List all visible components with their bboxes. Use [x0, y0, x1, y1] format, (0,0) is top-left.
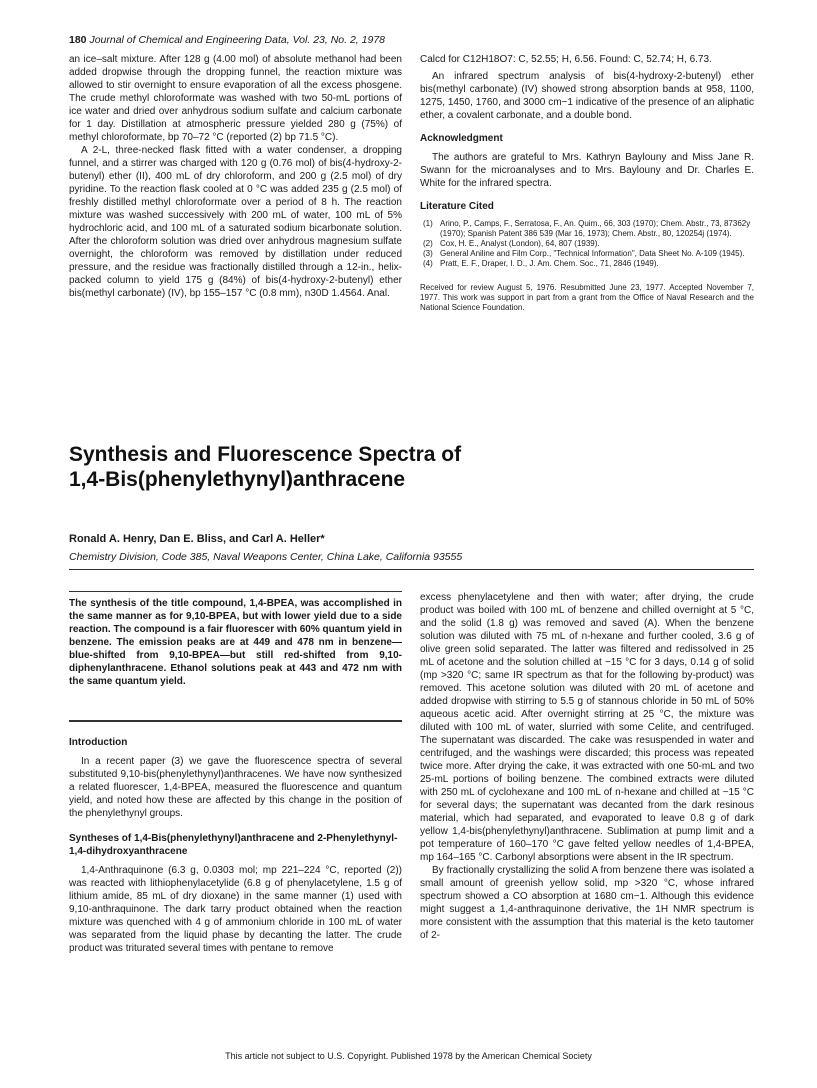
literature-cited-heading: Literature Cited	[420, 201, 494, 212]
article-right-column	[420, 591, 754, 942]
abstract-text: The synthesis of the title compound, 1,4-BPEA, was accomplished in the same manner as for 9,10-BPEA, but with lower yield due to a side reaction. The compound is a fair fluorescer with 60% quantum yield in benzene. The emission peaks are at 449 and 478 nm in benzene—blue-shifted from 9,10-BPEA—but still red-shifted from 9,10-diphenylanthracene. Ethanol solutions peak at 443 and 472 nm with the same quantum yield.	[69, 598, 402, 687]
reference-item: (1) Arino, P., Camps, F., Serratosa, F., An. Quim., 66, 303 (1970); Chem. Abstr., 73, 87362y (1970); Spanish Patent 386 539 (Mar 16, 1973); Chem. Abstr., 80, 120254j (1974).	[423, 219, 751, 238]
prev-right-paragraph-2: An infrared spectrum analysis of bis(4-hydroxy-2-butenyl) ether bis(methyl carbonate) (IV) showed strong absorption bands at 958, 1100, 1275, 1450, 1760, and 3000 cm−1 indicative of the presence of an aliphatic ether, a covalent carbonate, and a double bond.	[420, 71, 754, 121]
prev-article-left-column	[69, 53, 402, 300]
prev-left-paragraph-2: A 2-L, three-necked flask fitted with a water condenser, a dropping funnel, and a stirrer was charged with 120 g (0.76 mol) of bis(4-hydroxy-2-butenyl) ether (II), 400 mL of dry chloroform, and 200 g (2.5 mol) of dry pyridine. To the reaction flask cooled at 0 °C was added 235 g (2.5 mol) of freshly distilled methyl chloroformate over a period of 8 h. The reaction mixture was washed successively with 200 mL of water, 100 mL of 5% hydrochloric acid, and 100 mL of a saturated sodium bicarbonate solution. After the chloroform solution was dried over anhydrous magnesium sulfate overnight, the chloroform was removed by distillation under reduced pressure, and the residue was fractionally distilled through a 12-in., helix-packed column to yield 175 g (84%) of bis(4-hydroxy-2-butenyl) ether bis(methyl carbonate) (IV), bp 155–157 °C (0.8 mm), n30D 1.4564. Anal.	[69, 145, 402, 299]
prev-left-paragraph-1: an ice–salt mixture. After 128 g (4.00 mol) of absolute methanol had been added dropwise through the dropping funnel, the reaction mixture was allowed to stir overnight to ensure evaporation of all the excess phosgene. The crude methyl chloroformate was washed with two 50-mL portions of ice water and dried over anhydrous sodium sulfate and calcium carbonate for 1 day. Distillation at atmospheric pressure yielded 280 g (75%) of methyl chloroformate, bp 70–72 °C (reported (2) bp 71.5 °C).	[69, 54, 402, 143]
abstract-box	[69, 597, 402, 688]
acknowledgment-heading: Acknowledgment	[420, 133, 503, 144]
received-note: Received for review August 5, 1976. Resubmitted June 23, 1977. Accepted November 7, 1977. This work was support in part from a grant from the Office of Naval Research and the National Science Foundation.	[420, 283, 754, 312]
article-title	[69, 442, 689, 492]
reference-list	[420, 219, 754, 269]
synthesis-text: 1,4-Anthraquinone (6.3 g, 0.0303 mol; mp 221–224 °C, reported (2)) was reacted with lithiophenylacetylide (6.8 g of phenylacetylene, 1.5 g of lithium amide, 85 mL of dry dioxane) in the same manner (1) used with 9,10-anthraquinone. The dark tarry product obtained when the reaction mixture was quenched with 4 g of ammonium chloride in 100 mL of water was separated from the liquid phase by decanting the latter. The crude product was triturated several times with pentane to remove	[69, 865, 402, 954]
article-right-paragraph-1: excess phenylacetylene and then with water; after drying, the crude product was boiled with 100 mL of benzene and chilled overnight at 5 °C, and the solid (1.8 g) was removed and saved (A). When the benzene solution was diluted with 75 mL of n-hexane and further cooled, 3.6 g of olive green solid separated. The latter was filtered and redissolved in 25 mL of acetone and the solution chilled at −15 °C for 3 days, 0.14 g of solid (mp >320 °C; same IR spectrum as that for the following by-product) was removed. This acetone solution was diluted with 20 mL of acetone and added dropwise with stirring to 5.5 g of stannous chloride in 50 mL of 50% aqueous acetic acid. After overnight stirring at 25 °C, the mixture was diluted with 100 mL of water, slurried with some Celite, and centrifuged. The supernatant was discarded. The cake was resuspended in water and centrifuged, and the washings were discarded; this process was repeated twice more. After drying the cake, it was extracted with one 50-mL and two 25-mL portions of boiling benzene. The combined extracts were diluted with 250 mL of cyclohexane and 100 mL of n-hexane and chilled at −15 °C for several days; the supernatant was decanted from the dark resinous material, which had separated, and evaporated to leave 0.8 g of dark yellow 1,4-bis(phenylethynyl)anthracene. Sublimation at pump limit and a pot temperature of 160–170 °C gave felted yellow needles of 1,4-BPEA, mp 164–165 °C. Carbonyl absorptions were absent in the IR spectrum.	[420, 592, 754, 863]
prev-right-paragraph-1: Calcd for C12H18O7: C, 52.55; H, 6.56. Found: C, 52.74; H, 6.73.	[420, 54, 712, 65]
article-left-column	[69, 736, 402, 955]
running-head	[69, 34, 385, 46]
synthesis-heading: Syntheses of 1,4-Bis(phenylethynyl)anthracene and 2-Phenylethynyl-1,4-dihydroxyanthracene	[69, 833, 398, 857]
article-right-paragraph-2: By fractionally crystallizing the solid A from benzene there was isolated a small amount of greenish yellow solid, mp >320 °C, whose infrared spectrum showed a CO absorption at 1680 cm−1. Although this evidence might suggest a 1,4-anthraquinone derivative, the 1H NMR spectrum is more consistent with the assumption that this material is the keto tautomer of 2-	[420, 865, 754, 941]
abstract-rule-top	[69, 591, 402, 592]
reference-item: (4) Pratt, E. F., Draper, I. D., J. Am. Chem. Soc., 71, 2846 (1949).	[423, 259, 659, 268]
reference-item: (3) General Aniline and Film Corp., "Technical Information", Data Sheet No. A-109 (1945).	[423, 249, 745, 258]
article-authors: Ronald A. Henry, Dan E. Bliss, and Carl A. Heller*	[69, 533, 325, 545]
article-title-line-1: Synthesis and Fluorescence Spectra of	[69, 443, 462, 466]
page-number: 180	[69, 34, 87, 46]
article-affiliation: Chemistry Division, Code 385, Naval Weapons Center, China Lake, California 93555	[69, 551, 463, 563]
prev-article-right-column	[420, 53, 754, 313]
abstract-rule-bottom	[69, 720, 402, 722]
article-title-line-2: 1,4-Bis(phenylethynyl)anthracene	[69, 468, 406, 491]
journal-citation: Journal of Chemical and Engineering Data, Vol. 23, No. 2, 1978	[89, 34, 385, 46]
introduction-heading: Introduction	[69, 737, 128, 748]
reference-item: (2) Cox, H. E., Analyst (London), 64, 807 (1939).	[423, 239, 600, 248]
acknowledgment-text: The authors are grateful to Mrs. Kathryn Baylouny and Miss Jane R. Swann for the microanalyses and to Mrs. Baylouny and Dr. Charles E. White for the infrared spectra.	[420, 152, 754, 189]
introduction-text: In a recent paper (3) we gave the fluorescence spectra of several substituted 9,10-bis(phenylethynyl)anthracenes. We have now synthesized a related fluorescer, 1,4-BPEA, measured the fluorescence and quantum yield, and noted how these are affected by this change in the position of the phenylethynyl groups.	[69, 756, 402, 819]
page-footer: This article not subject to U.S. Copyright. Published 1978 by the American Chemical Society	[225, 1051, 592, 1061]
header-rule	[69, 569, 754, 570]
